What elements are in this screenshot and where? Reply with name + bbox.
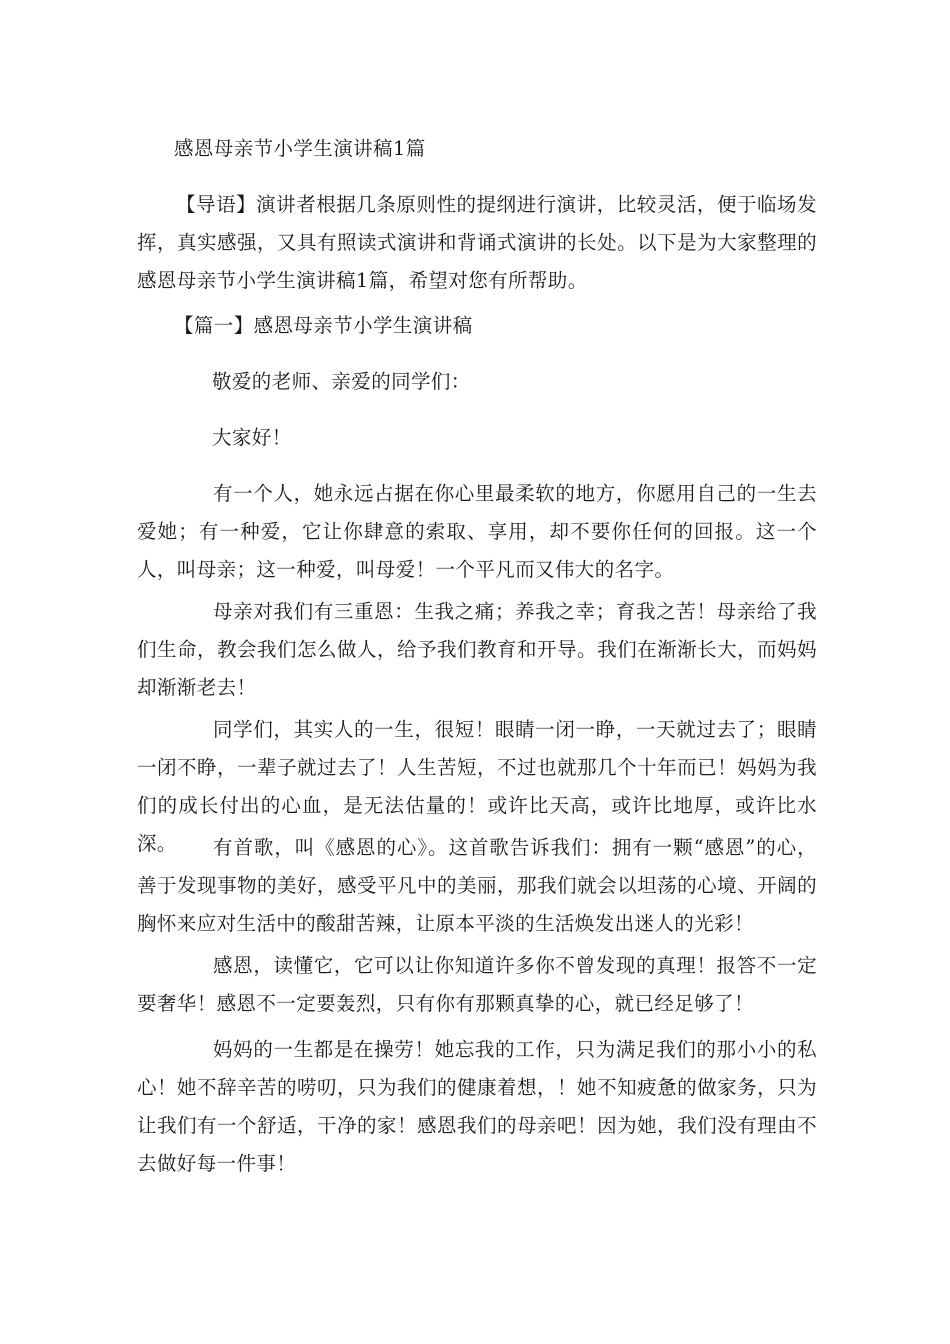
- salutation-line: 敬爱的老师、亲爱的同学们：: [212, 370, 471, 393]
- body-paragraph: 母亲对我们有三重恩：生我之痛；养我之幸；育我之苦！母亲给了我们生命，教会我们怎么做人，给予我们教育和开导。我们在渐渐长大，而妈妈却渐渐老去！: [137, 600, 817, 699]
- body-paragraph: 妈妈的一生都是在操劳！她忘我的工作，只为满足我们的那小小的私心！她不辞辛苦的唠叨，只为我们的健康着想，！她不知疲惫的做家务，只为让我们有一个舒适，干净的家！感恩我们的母亲吧！因为她，我们没有理由不去做好每一件事！: [137, 1038, 817, 1175]
- body-paragraph: 同学们，其实人的一生，很短！眼睛一闭一睁，一天就过去了；眼睛一闭不睁，一辈子就过去了！人生苦短，不过也就那几个十年而已！妈妈为我们的成长付出的心血，是无法估量的！或许比天高，或许比地厚，或许比水深。: [137, 718, 817, 855]
- document-title: 感恩母亲节小学生演讲稿1篇: [174, 137, 426, 160]
- body-paragraph: 感恩，读懂它，它可以让你知道许多你不曾发现的真理！报答不一定要奢华！感恩不一定要轰烈，只有你有那颗真挚的心，就已经足够了！: [137, 954, 817, 1015]
- greeting-line: 大家好！: [212, 426, 292, 449]
- body-paragraph: 有一个人，她永远占据在你心里最柔软的地方，你愿用自己的一生去爱她；有一种爱，它让你肆意的索取、享用，却不要你任何的回报。这一个人，叫母亲；这一种爱，叫母爱！一个平凡而又伟大的名字。: [137, 482, 817, 581]
- intro-paragraph: 【导语】演讲者根据几条原则性的提纲进行演讲，比较灵活，便于临场发挥，真实感强，又具有照读式演讲和背诵式演讲的长处。以下是为大家整理的感恩母亲节小学生演讲稿1篇，希望对您有所帮助。: [137, 193, 817, 292]
- section-heading: 【篇一】感恩母亲节小学生演讲稿: [174, 314, 473, 337]
- body-paragraph: 有首歌，叫《感恩的心》。这首歌告诉我们：拥有一颗“感恩”的心，善于发现事物的美好，感受平凡中的美丽，那我们就会以坦荡的心境、开阔的胸怀来应对生活中的酸甜苦辣，让原本平淡的生活焕发出迷人的光彩！: [137, 836, 817, 935]
